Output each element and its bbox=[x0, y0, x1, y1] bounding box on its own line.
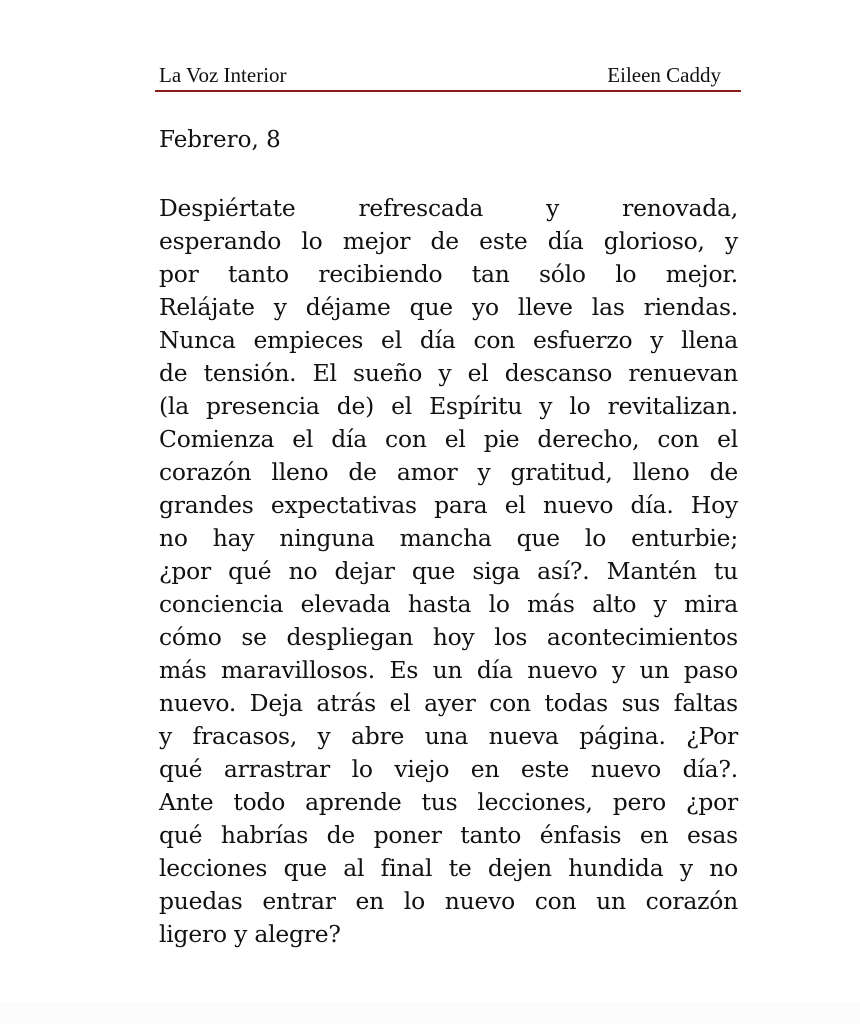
entry-date: Febrero, 8 bbox=[159, 127, 281, 153]
body-line: Despiértate refrescada y renovada, bbox=[159, 194, 738, 222]
body-line: puedas entrar en lo nuevo con un corazón bbox=[159, 887, 738, 915]
body-line: qué habrías de poner tanto énfasis en esas bbox=[159, 821, 738, 849]
body-line: Nunca empieces el día con esfuerzo y llena bbox=[159, 326, 738, 354]
author-name: Eileen Caddy bbox=[607, 63, 721, 87]
body-line: lecciones que al final te dejen hundida y no bbox=[159, 854, 738, 882]
body-line: qué arrastrar lo viejo en este nuevo día?. bbox=[159, 755, 738, 783]
body-line: cómo se despliegan hoy los acontecimientos bbox=[159, 623, 738, 651]
body-line: ligero y alegre? bbox=[159, 920, 341, 948]
body-line: conciencia elevada hasta lo más alto y mira bbox=[159, 590, 738, 618]
body-line: esperando lo mejor de este día glorioso, y bbox=[159, 227, 738, 255]
entry-body bbox=[159, 192, 738, 951]
body-line: Comienza el día con el pie derecho, con el bbox=[159, 425, 738, 453]
body-line: por tanto recibiendo tan sólo lo mejor. bbox=[159, 260, 738, 288]
running-header bbox=[155, 62, 741, 92]
body-line: nuevo. Deja atrás el ayer con todas sus faltas bbox=[159, 689, 738, 717]
body-line: Ante todo aprende tus lecciones, pero ¿por bbox=[159, 788, 738, 816]
book-title: La Voz Interior bbox=[159, 63, 287, 87]
body-line: ¿por qué no dejar que siga así?. Mantén tu bbox=[159, 557, 738, 585]
body-line: de tensión. El sueño y el descanso renuevan bbox=[159, 359, 738, 387]
body-line: corazón lleno de amor y gratitud, lleno de bbox=[159, 458, 738, 486]
body-line: y fracasos, y abre una nueva página. ¿Por bbox=[159, 722, 738, 750]
body-line: Relájate y déjame que yo lleve las riendas. bbox=[159, 293, 738, 321]
body-line: (la presencia de) el Espíritu y lo revitalizan. bbox=[159, 392, 738, 420]
body-line: más maravillosos. Es un día nuevo y un paso bbox=[159, 656, 738, 684]
page-bottom-edge bbox=[0, 1002, 860, 1024]
body-line: grandes expectativas para el nuevo día. Hoy bbox=[159, 491, 738, 519]
body-line: no hay ninguna mancha que lo enturbie; bbox=[159, 524, 738, 552]
